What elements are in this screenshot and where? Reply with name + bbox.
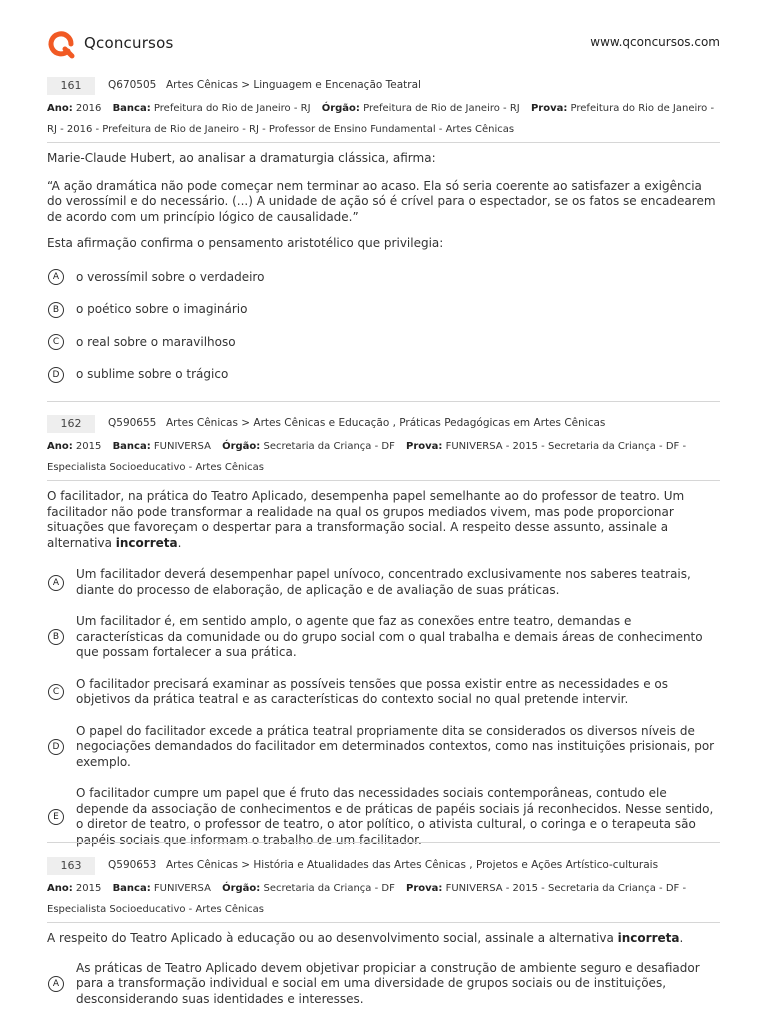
brand-name: Qconcursos — [84, 34, 174, 52]
question-text-emphasis: incorreta — [115, 535, 178, 550]
orgao-label: Órgão: — [222, 441, 261, 452]
question-header — [47, 77, 720, 97]
option-text: o verossímil sobre o verdadeiro — [76, 269, 265, 284]
page-header — [0, 0, 768, 64]
question-id[interactable]: Q590655 — [108, 417, 157, 429]
question-subject[interactable]: Artes Cênicas > Linguagem e Encenação Teatral — [166, 79, 421, 91]
question-text — [47, 489, 720, 551]
orgao-label: Órgão: — [321, 103, 360, 114]
question-text-end: . — [177, 535, 182, 550]
banca-value: Prefeitura do Rio de Janeiro - RJ — [153, 103, 311, 114]
option-c[interactable] — [47, 677, 720, 708]
prova-value: FUNIVERSA - 2015 - Secretaria da Criança - DF - Especialista Socioeducativo - Artes Cênicas — [47, 883, 687, 915]
option-a[interactable] — [47, 270, 720, 286]
option-text: As práticas de Teatro Aplicado devem objetivar propiciar a construção de ambiente seguro e desafiador para a transformação individual e social em uma diversidade de grupos sociais ou de instituições, desconsiderando suas identidades e interesses. — [76, 960, 700, 1006]
prova-value: Prefeitura do Rio de Janeiro - RJ - 2016 - Prefeitura de Rio de Janeiro - RJ - Professor de Ensino Fundamental - Artes Cênicas — [47, 103, 715, 135]
question-meta — [47, 98, 720, 143]
option-a[interactable] — [47, 961, 720, 1008]
question-meta — [47, 436, 720, 481]
question-163 — [47, 857, 720, 1007]
option-list — [47, 270, 720, 383]
question-text-start: O facilitador, na prática do Teatro Aplicado, desempenha papel semelhante ao do professor de teatro. Um facilitador não pode transformar a realidade na qual os grupos mediados vivem, mas pode proporcionar situações que favoreçam o despertar para a transformação social. A respeito desse assunto, assinale a alternativa — [47, 489, 685, 550]
option-letter-badge[interactable]: D — [48, 367, 64, 383]
question-text — [47, 931, 720, 947]
question-intro: Marie-Claude Hubert, ao analisar a dramaturgia clássica, afirma: — [47, 151, 436, 165]
option-text: o sublime sobre o trágico — [76, 367, 229, 381]
orgao-value: Secretaria da Criança - DF — [263, 883, 395, 894]
banca-value: FUNIVERSA — [153, 441, 211, 452]
option-b[interactable] — [47, 614, 720, 661]
option-letter-badge[interactable]: A — [48, 269, 64, 285]
question-text-start: A respeito do Teatro Aplicado à educação ou ao desenvolvimento social, assinale a alternativa — [47, 931, 618, 945]
question-subject[interactable]: Artes Cênicas > História e Atualidades das Artes Cênicas , Projetos e Ações Artístico-culturais — [166, 859, 659, 871]
question-meta — [47, 878, 720, 923]
ano-label: Ano: — [47, 103, 73, 114]
banca-value: FUNIVERSA — [153, 883, 211, 894]
question-header — [47, 415, 720, 435]
option-list — [47, 961, 720, 1008]
orgao-value: Secretaria da Criança - DF — [263, 441, 395, 452]
question-header — [47, 857, 720, 877]
option-letter-badge[interactable]: D — [48, 739, 64, 755]
banca-label: Banca: — [112, 441, 151, 452]
question-number: 161 — [47, 77, 95, 95]
question-id[interactable]: Q670505 — [108, 79, 157, 91]
option-text: o poético sobre o imaginário — [76, 302, 248, 316]
question-divider — [47, 401, 720, 402]
ano-label: Ano: — [47, 441, 73, 452]
option-e[interactable] — [47, 786, 720, 848]
option-text: Um facilitador deverá desempenhar papel unívoco, concentrado exclusivamente nos saberes teatrais, diante do processo de elaboração, de aplicação e de avaliação de suas práticas. — [76, 567, 691, 597]
option-letter-badge[interactable]: C — [48, 684, 64, 700]
option-d[interactable] — [47, 367, 720, 383]
option-text: O facilitador cumpre um papel que é fruto das necessidades sociais contemporâneas, contudo ele depende da associação de conhecimentos e de práticas de papéis sociais já reconhecidos. Nesse sentido, o diretor de teatro, o professor de teatro, o ator político, o ativista cultural, o coringa e o terapeuta são papéis sociais que informam o trabalho de um facilitador. — [76, 786, 714, 847]
orgao-value: Prefeitura de Rio de Janeiro - RJ — [363, 103, 520, 114]
option-a[interactable] — [47, 567, 720, 598]
option-letter-badge[interactable]: E — [48, 809, 64, 825]
option-letter-badge[interactable]: B — [48, 629, 64, 645]
question-number: 162 — [47, 415, 95, 433]
question-text-end: . — [679, 931, 684, 945]
question-subject[interactable]: Artes Cênicas > Artes Cênicas e Educação , Práticas Pedagógicas em Artes Cênicas — [166, 417, 606, 429]
ano-value: 2016 — [75, 103, 102, 114]
option-list — [47, 567, 720, 848]
banca-label: Banca: — [112, 103, 151, 114]
option-text: Um facilitador é, em sentido amplo, o agente que faz as conexões entre teatro, demandas e características da comunidade ou do grupo social com o qual trabalha e demais áreas de conhecimento que possam fortalecer a sua prática. — [76, 614, 703, 659]
question-id[interactable]: Q590653 — [108, 859, 157, 871]
orgao-label: Órgão: — [222, 883, 261, 894]
question-quote: “A ação dramática não pode começar nem terminar ao acaso. Ela só seria coerente ao satisfazer a exigência do verossímil e do necessário. (...) A unidade de ação só é crível para o espectador, se os fatos se encadearem de acordo com um princípio lógico de causalidade.” — [47, 178, 716, 224]
option-letter-badge[interactable]: A — [48, 575, 64, 591]
option-c[interactable] — [47, 335, 720, 351]
ano-value: 2015 — [75, 883, 102, 894]
ano-value: 2015 — [75, 441, 102, 452]
question-162 — [47, 415, 720, 848]
prova-label: Prova: — [530, 103, 568, 114]
question-number: 163 — [47, 857, 95, 875]
option-text: O facilitador precisará examinar as possíveis tensões que possa existir entre as necessidades e os objetivos da prática teatral e as características do contexto social no qual pretende intervir. — [76, 676, 669, 706]
option-letter-badge[interactable]: A — [48, 976, 64, 992]
option-text: O papel do facilitador excede a prática teatral propriamente dita se considerados os diversos níveis de negociações demandados do facilitador em determinados contextos, como nas instituições prisionais, por exemplo. — [76, 723, 715, 769]
option-d[interactable] — [47, 724, 720, 771]
option-letter-badge[interactable]: B — [48, 302, 64, 318]
ano-label: Ano: — [47, 883, 73, 894]
question-divider — [47, 842, 720, 843]
banca-label: Banca: — [112, 883, 151, 894]
prova-value: FUNIVERSA - 2015 - Secretaria da Criança - DF - Especialista Socioeducativo - Artes Cênicas — [47, 441, 687, 473]
site-url[interactable]: www.qconcursos.com — [590, 35, 720, 49]
option-letter-badge[interactable]: C — [48, 334, 64, 350]
question-text-emphasis: incorreta — [617, 931, 680, 945]
question-prompt: Esta afirmação confirma o pensamento aristotélico que privilegia: — [47, 236, 444, 250]
prova-label: Prova: — [406, 441, 443, 452]
qconcursos-logo-icon — [46, 29, 76, 59]
option-b[interactable] — [47, 302, 720, 318]
prova-label: Prova: — [406, 883, 443, 894]
question-161 — [47, 77, 720, 383]
option-text: o real sobre o maravilhoso — [76, 334, 236, 349]
